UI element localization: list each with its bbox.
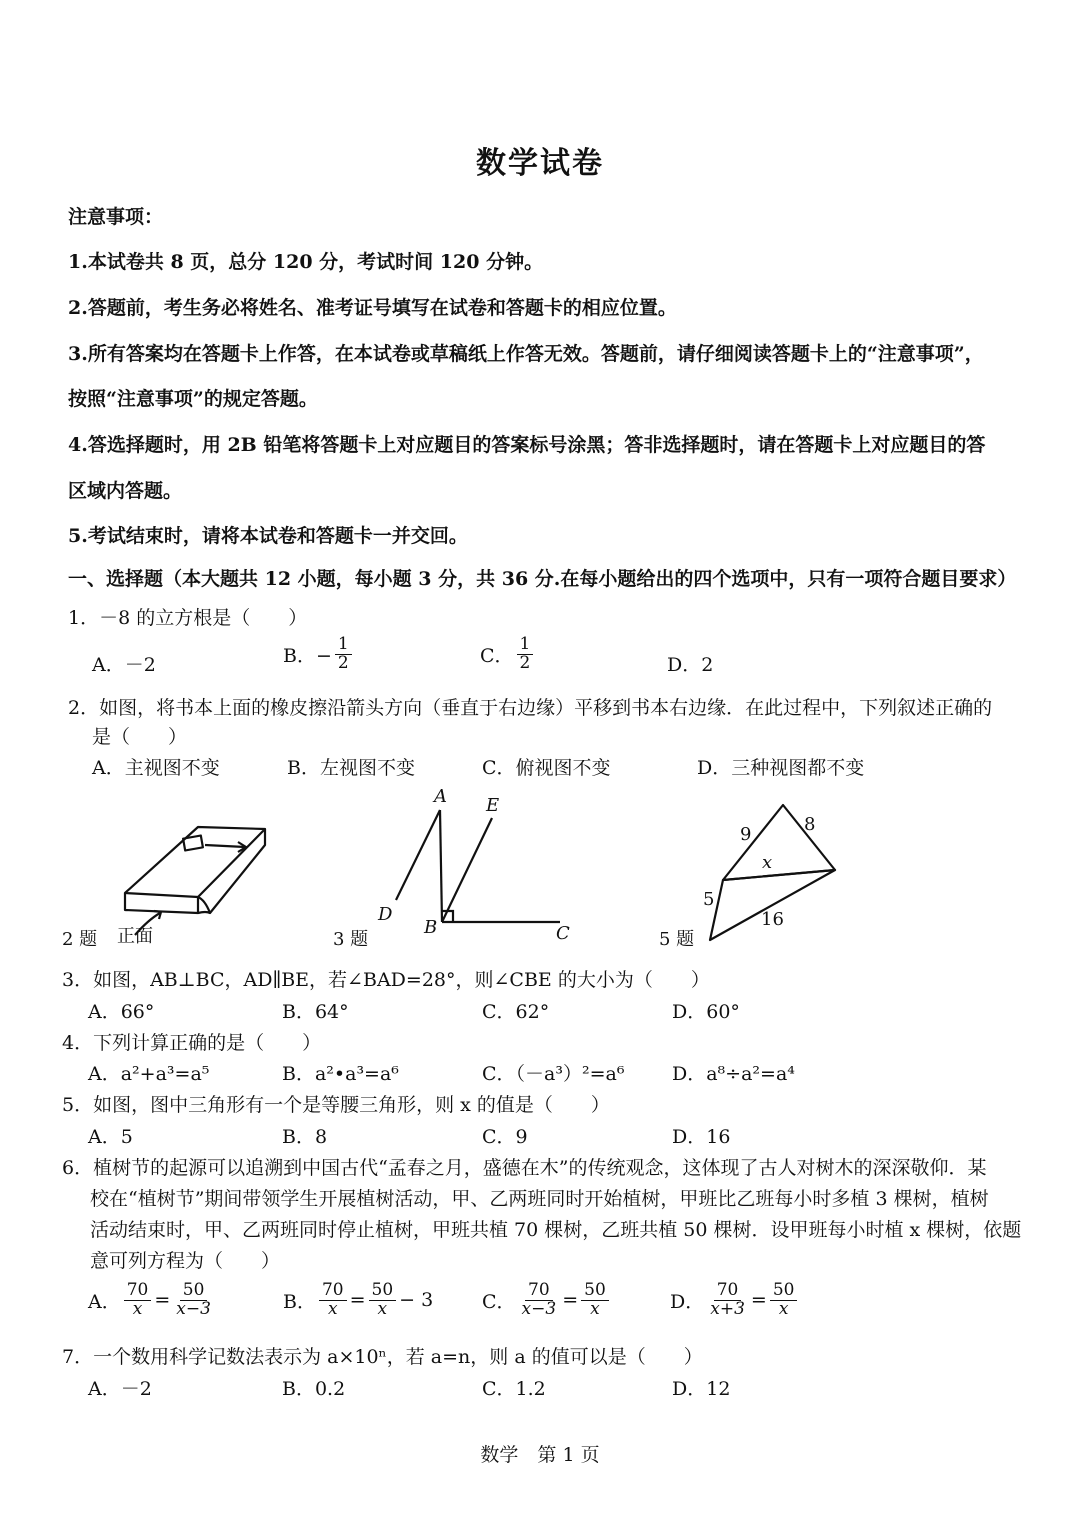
figure-3-label: 3 题: [333, 929, 369, 950]
book-side-face: [198, 829, 265, 913]
q1-option-c: [480, 636, 536, 673]
fraction: [770, 1282, 798, 1319]
fraction-numerator: 70: [319, 1282, 347, 1301]
equals-sign: =: [562, 1289, 579, 1312]
question-1-stem: 1．－8 的立方根是（ ）: [68, 607, 308, 629]
fraction-numerator: 70: [714, 1282, 742, 1301]
section-heading: 一、选择题（本大题共 12 小题，每小题 3 分，共 36 分.在每小题给出的四个选项中，只有一项符合题目要求）: [68, 568, 1017, 590]
note-item: 3.所有答案均在答题卡上作答，在本试卷或草稿纸上作答无效。答题前，请仔细阅读答题卡上的“注意事项”，: [68, 343, 984, 365]
q7-option-b: B．0.2: [282, 1378, 346, 1400]
q5-option-a: A．5: [88, 1126, 133, 1148]
q3-option-d: D．60°: [672, 1001, 740, 1023]
q6-option-d: [670, 1282, 800, 1319]
point-b-label: B: [424, 917, 438, 938]
q7-option-d: D．12: [672, 1378, 731, 1400]
q3-option-c: C．62°: [482, 1001, 550, 1023]
fraction-numerator: 50: [180, 1282, 208, 1301]
q7-option-c: C．1.2: [482, 1378, 546, 1400]
equals-sign: =: [154, 1289, 171, 1312]
fraction-denominator: x−3: [521, 1298, 557, 1319]
figure-2-label: 2 题: [62, 929, 98, 950]
q6-option-c: [482, 1282, 612, 1319]
fraction-denominator: x: [327, 1298, 338, 1319]
segment-ab: [440, 810, 442, 922]
note-item: 2.答题前，考生务必将姓名、准考证号填写在试卷和答题卡的相应位置。: [68, 297, 677, 319]
note-item: 4.答选择题时，用 2B 铅笔将答题卡上对应题目的答案标号涂黑；答非选择题时，请在答题卡上对应题目的答: [68, 434, 986, 456]
fraction: [124, 1282, 152, 1319]
fraction-numerator: 50: [581, 1282, 609, 1301]
note-item: 区域内答题。: [68, 480, 183, 502]
fraction-denominator: x+3: [710, 1298, 745, 1319]
fraction-numerator: 70: [525, 1282, 553, 1301]
side-label-5: 5: [703, 889, 715, 910]
figure-angles: [370, 790, 590, 940]
fraction: [173, 1282, 214, 1319]
book-spine: [198, 912, 210, 913]
fraction-denominator: 2: [337, 652, 349, 673]
q2-option-c: C．俯视图不变: [482, 757, 611, 779]
q1-option-a: A．－2: [92, 654, 156, 676]
side-label-16: 16: [761, 909, 784, 930]
page-title: 数学试卷: [476, 146, 604, 181]
q6-option-b-prefix: B．: [283, 1290, 316, 1313]
question-6-line1: 6．植树节的起源可以追溯到中国古代“孟春之月，盛德在木”的传统观念，这体现了古人对树木的深深敬仰．某: [62, 1157, 987, 1179]
side-label-x: x: [762, 852, 773, 873]
figure-5-label: 5 题: [659, 929, 695, 950]
q5-option-c: C．9: [482, 1126, 528, 1148]
fraction-numerator: 1: [335, 636, 352, 655]
question-2-stem-line2: 是（ ）: [92, 726, 188, 748]
fraction-numerator: 70: [124, 1282, 152, 1301]
arrow-line: [205, 845, 245, 847]
q1-option-d: D．2: [667, 654, 714, 676]
point-e-label: E: [486, 795, 500, 816]
fraction: [707, 1282, 748, 1319]
note-item: 1.本试卷共 8 页，总分 120 分，考试时间 120 分钟。: [68, 251, 544, 273]
q5-option-d: D．16: [672, 1126, 731, 1148]
fraction-numerator: 50: [369, 1282, 397, 1301]
fraction-denominator: x: [132, 1298, 143, 1319]
q4-option-d: D．a⁸÷a²=a⁴: [672, 1063, 795, 1085]
fraction: [319, 1282, 347, 1319]
fraction-denominator: x−3: [176, 1298, 211, 1319]
note-item: 5.考试结束时，请将本试卷和答题卡一并交回。: [68, 525, 468, 547]
q5-option-b: B．8: [282, 1126, 328, 1148]
question-6-line2: 校在“植树节”期间带领学生开展植树活动，甲、乙两班同时开始植树，甲班比乙班每小时多植 3 棵树，植树: [90, 1188, 989, 1210]
q4-option-b: B．a²•a³=a⁶: [282, 1063, 399, 1085]
q3-option-a: A．66°: [88, 1001, 155, 1023]
fraction-denominator: x: [377, 1298, 388, 1319]
question-6-line3: 活动结束时，甲、乙两班同时停止植树，甲班共植 70 棵树，乙班共植 50 棵树．设甲班每小时植 x 棵树，依题: [90, 1219, 1022, 1241]
q2-option-d: D．三种视图都不变: [697, 757, 865, 779]
eraser-shape: [183, 836, 203, 851]
note-item: 按照“注意事项”的规定答题。: [68, 388, 318, 410]
q2-option-b: B．左视图不变: [287, 757, 415, 779]
point-c-label: C: [556, 923, 570, 944]
question-3-stem: 3．如图，AB⊥BC，AD∥BE，若∠BAD=28°，则∠CBE 的大小为（ ）: [62, 969, 710, 991]
q6-option-d-prefix: D．: [670, 1290, 705, 1313]
equals-sign: =: [349, 1289, 366, 1312]
side-label-9: 9: [740, 824, 752, 845]
q1-option-b-fraction: [335, 636, 352, 673]
question-4-stem: 4．下列计算正确的是（ ）: [62, 1032, 322, 1054]
segment-ad: [396, 810, 440, 900]
fraction-denominator: 2: [519, 652, 531, 673]
point-d-label: D: [378, 904, 393, 925]
equals-sign: =: [750, 1289, 767, 1312]
page-footer: 数学 第 1 页: [480, 1444, 600, 1466]
figure-2-front-label: 正面: [117, 926, 153, 947]
minus-three: − 3: [399, 1289, 434, 1312]
point-a-label: A: [434, 786, 447, 807]
question-5-stem: 5．如图，图中三角形有一个是等腰三角形，则 x 的值是（ ）: [62, 1094, 610, 1116]
fraction-denominator: x: [778, 1298, 789, 1319]
fraction-denominator: x: [590, 1298, 600, 1319]
fraction-numerator: 1: [517, 636, 534, 655]
q6-option-b: [283, 1282, 433, 1319]
fraction: [519, 1282, 560, 1319]
q2-option-a: A．主视图不变: [92, 757, 220, 779]
fraction-numerator: 50: [770, 1282, 798, 1301]
q1-option-c-fraction: [517, 636, 534, 673]
fraction: [581, 1282, 609, 1319]
q7-option-a: A．－2: [88, 1378, 152, 1400]
segment-be: [442, 818, 492, 922]
question-7-stem: 7．一个数用科学记数法表示为 a×10ⁿ，若 a=n，则 a 的值可以是（ ）: [62, 1346, 703, 1368]
q6-option-a-prefix: A．: [88, 1290, 121, 1313]
q1-option-b-prefix: B．−: [283, 644, 332, 667]
question-6-line4: 意可列方程为（ ）: [90, 1250, 281, 1272]
q6-option-c-prefix: C．: [482, 1290, 516, 1313]
fraction: [369, 1282, 397, 1319]
notes-heading: 注意事项：: [68, 206, 164, 228]
q6-option-a: [88, 1282, 217, 1319]
side-label-8: 8: [804, 814, 816, 835]
q4-option-a: A．a²+a³=a⁵: [88, 1063, 210, 1085]
q1-option-b: [283, 636, 355, 673]
q3-option-b: B．64°: [282, 1001, 349, 1023]
q1-option-c-prefix: C．: [480, 644, 514, 667]
q4-option-c: C．（－a³）²=a⁶: [482, 1063, 625, 1085]
question-2-stem-line1: 2．如图，将书本上面的橡皮擦沿箭头方向（垂直于右边缘）平移到书本右边缘．在此过程中，下列叙述正确的: [68, 697, 993, 719]
